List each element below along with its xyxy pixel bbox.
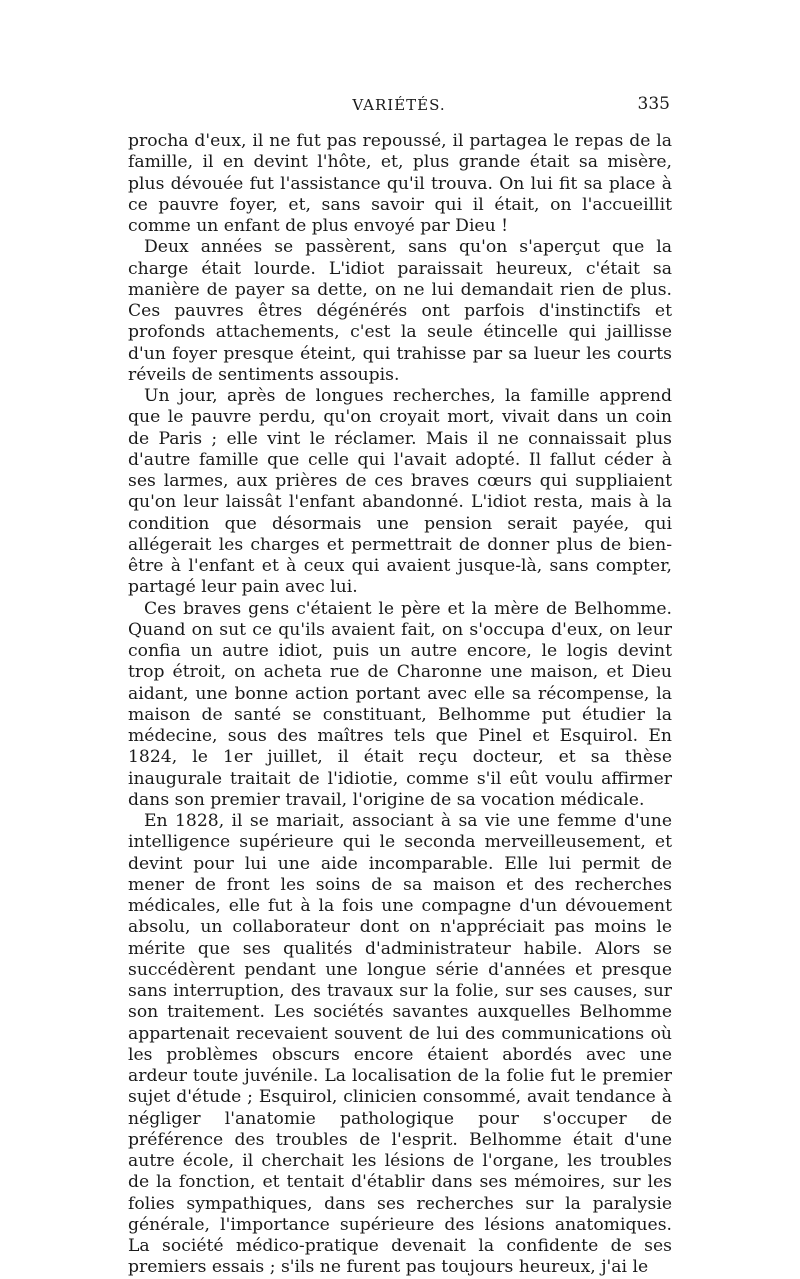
page-header xyxy=(128,92,670,118)
paragraph: Un jour, après de longues recherches, la famille apprend que le pauvre perdu, qu'on croyait mort, vivait dans un coin de Paris ; elle vint le réclamer. Mais il ne connaissait plus d'autre famille que celle qui l'avait adopté. Il fallut céder à ses larmes, aux prières de ces braves cœurs qui suppliaient qu'on leur laissât l'enfant abandonné. L'idiot resta, mais à la condition que désormais une pension serait payée, qui allégerait les charges et permettrait de donner plus de bien-être à l'enfant et à ceux qui avaient jusque-là, sans compter, partagé leur pain avec lui. xyxy=(128,386,672,598)
running-title: VARIÉTÉS. xyxy=(352,96,446,114)
paragraph: En 1828, il se mariait, associant à sa vie une femme d'une intelligence supérieure qui le seconda merveilleusement, et devint pour lui une aide incomparable. Elle lui permit de mener de front les soins de sa maison et des recherches médicales, elle fut à la fois une compagne d'un dévouement absolu, un collaborateur dont on n'appréciait pas moins le mérite que ses qualités d'administrateur habile. Alors se succédèrent pendant une longue série d'années et presque sans interruption, des travaux sur la folie, sur ses causes, sur son traitement. Les sociétés savantes auxquelles Belhomme appartenait recevaient souvent de lui des communications où les problèmes obscurs encore étaient abordés avec une ardeur toute juvénile. La localisation de la folie fut le premier sujet d'étude ; Esquirol, clinicien consommé, avait tendance à négliger l'anatomie pathologique pour s'occuper de préférence des troubles de l'esprit. Belhomme était d'une autre école, il cherchait les lésions de l'organe, les troubles de la fonction, et tentait d'établir dans ses mémoires, sur les folies sympathiques, dans ses recherches sur la paralysie générale, l'importance supérieure des lésions anatomiques. La société médico-pratique devenait la confidente de ses premiers essais ; s'ils ne furent pas toujours heureux, j'ai le xyxy=(128,811,672,1278)
paragraph: Ces braves gens c'étaient le père et la mère de Belhomme. Quand on sut ce qu'ils avaient fait, on s'occupa d'eux, on leur confia un autre idiot, puis un autre encore, le logis devint trop étroit, on acheta rue de Charonne une maison, et Dieu aidant, une bonne action portant avec elle sa récompense, la maison de santé se constituant, Belhomme put étudier la médecine, sous des maîtres tels que Pinel et Esquirol. En 1824, le 1er juillet, il était reçu docteur, et sa thèse inaugurale traitait de l'idiotie, comme s'il eût voulu affirmer dans son premier travail, l'origine de sa vocation médicale. xyxy=(128,598,672,810)
body-text xyxy=(128,131,672,1279)
page-number: 335 xyxy=(637,94,670,114)
paragraph: procha d'eux, il ne fut pas repoussé, il partagea le repas de la famille, il en devint l'hôte, et, plus grande était sa misère, plus dévouée fut l'assistance qu'il trouva. On lui fit sa place à ce pauvre foyer, et, sans savoir qui il était, on l'accueillit comme un enfant de plus envoyé par Dieu ! xyxy=(128,131,672,236)
paragraph: Deux années se passèrent, sans qu'on s'aperçut que la charge était lourde. L'idiot paraissait heureux, c'était sa manière de payer sa dette, on ne lui demandait rien de plus. Ces pauvres êtres dégénérés ont parfois d'instinctifs et profonds attachements, c'est la seule étincelle qui jaillisse d'un foyer presque éteint, qui trahisse par sa lueur les courts réveils de sentiments assoupis. xyxy=(128,237,672,385)
